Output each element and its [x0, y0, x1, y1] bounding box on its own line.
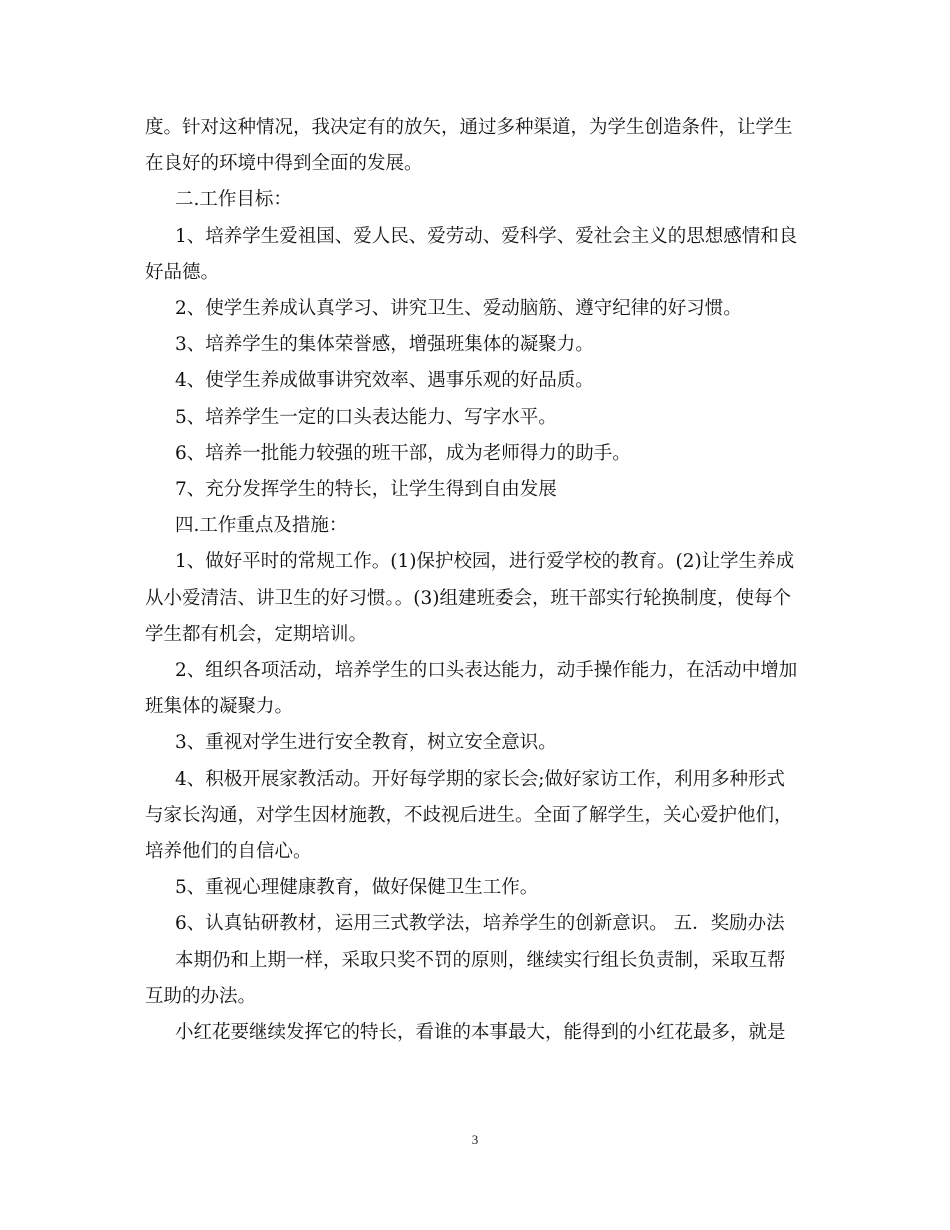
- text-line: 7、充分发挥学生的特长，让学生得到自由发展: [175, 479, 557, 501]
- text-line: 4、积极开展家教活动。开好每学期的家长会;做好家访工作，利用多种形式: [175, 768, 786, 790]
- text-line: 本期仍和上期一样，采取只奖不罚的原则，继续实行组长负责制，采取互帮: [175, 949, 786, 971]
- text-line: 6、培养一批能力较强的班干部，成为老师得力的助手。: [175, 442, 631, 464]
- text-line: 互助的办法。: [145, 985, 257, 1007]
- text-line: 1、培养学生爱祖国、爱人民、爱劳动、爱科学、爱社会主义的思想感情和良: [175, 225, 798, 247]
- text-line: 好品德。: [145, 261, 220, 283]
- text-line: 培养他们的自信心。: [145, 841, 312, 863]
- page-number: 3: [471, 1132, 479, 1147]
- text-line: 4、使学生养成做事讲究效率、遇事乐观的好品质。: [175, 370, 594, 392]
- text-line: 度。针对这种情况，我决定有的放矢，通过多种渠道，为学生创造条件，让学生: [145, 117, 793, 138]
- text-line: 1、做好平时的常规工作。(1)保护校园，进行爱学校的教育。(2)让学生养成: [175, 551, 795, 573]
- section-heading: 二.工作目标：: [175, 189, 292, 211]
- text-line: 2、使学生养成认真学习、讲究卫生、爱动脑筋、遵守纪律的好习惯。: [175, 298, 742, 320]
- text-line: 从小爱清洁、讲卫生的好习惯。。(3)组建班委会，班干部实行轮换制度，使每个: [145, 587, 791, 609]
- text-line: 小红花要继续发挥它的特长，看谁的本事最大，能得到的小红花最多，就是: [175, 1022, 786, 1044]
- text-line: 3、培养学生的集体荣誉感，增强班集体的凝聚力。: [175, 334, 594, 356]
- text-line: 5、培养学生一定的口头表达能力、写字水平。: [175, 406, 557, 428]
- text-line: 与家长沟通，对学生因材施教，不歧视后进生。全面了解学生，关心爱护他们，: [145, 804, 793, 826]
- text-line: 6、认真钻研教材，运用三式教学法，培养学生的创新意识。 五．奖励办法: [175, 913, 785, 935]
- text-line: 3、重视对学生进行安全教育，树立安全意识。: [175, 732, 557, 754]
- text-line: 5、重视心理健康教育，做好保健卫生工作。: [175, 877, 539, 899]
- section-heading: 四.工作重点及措施：: [175, 515, 348, 537]
- text-line: 班集体的凝聚力。: [145, 696, 294, 718]
- text-line: 学生都有机会，定期培训。: [145, 623, 368, 645]
- text-line: 2、组织各项活动，培养学生的口头表达能力，动手操作能力，在活动中增加: [175, 660, 798, 682]
- body-text: [145, 110, 815, 1051]
- text-line: 在良好的环境中得到全面的发展。: [145, 153, 423, 175]
